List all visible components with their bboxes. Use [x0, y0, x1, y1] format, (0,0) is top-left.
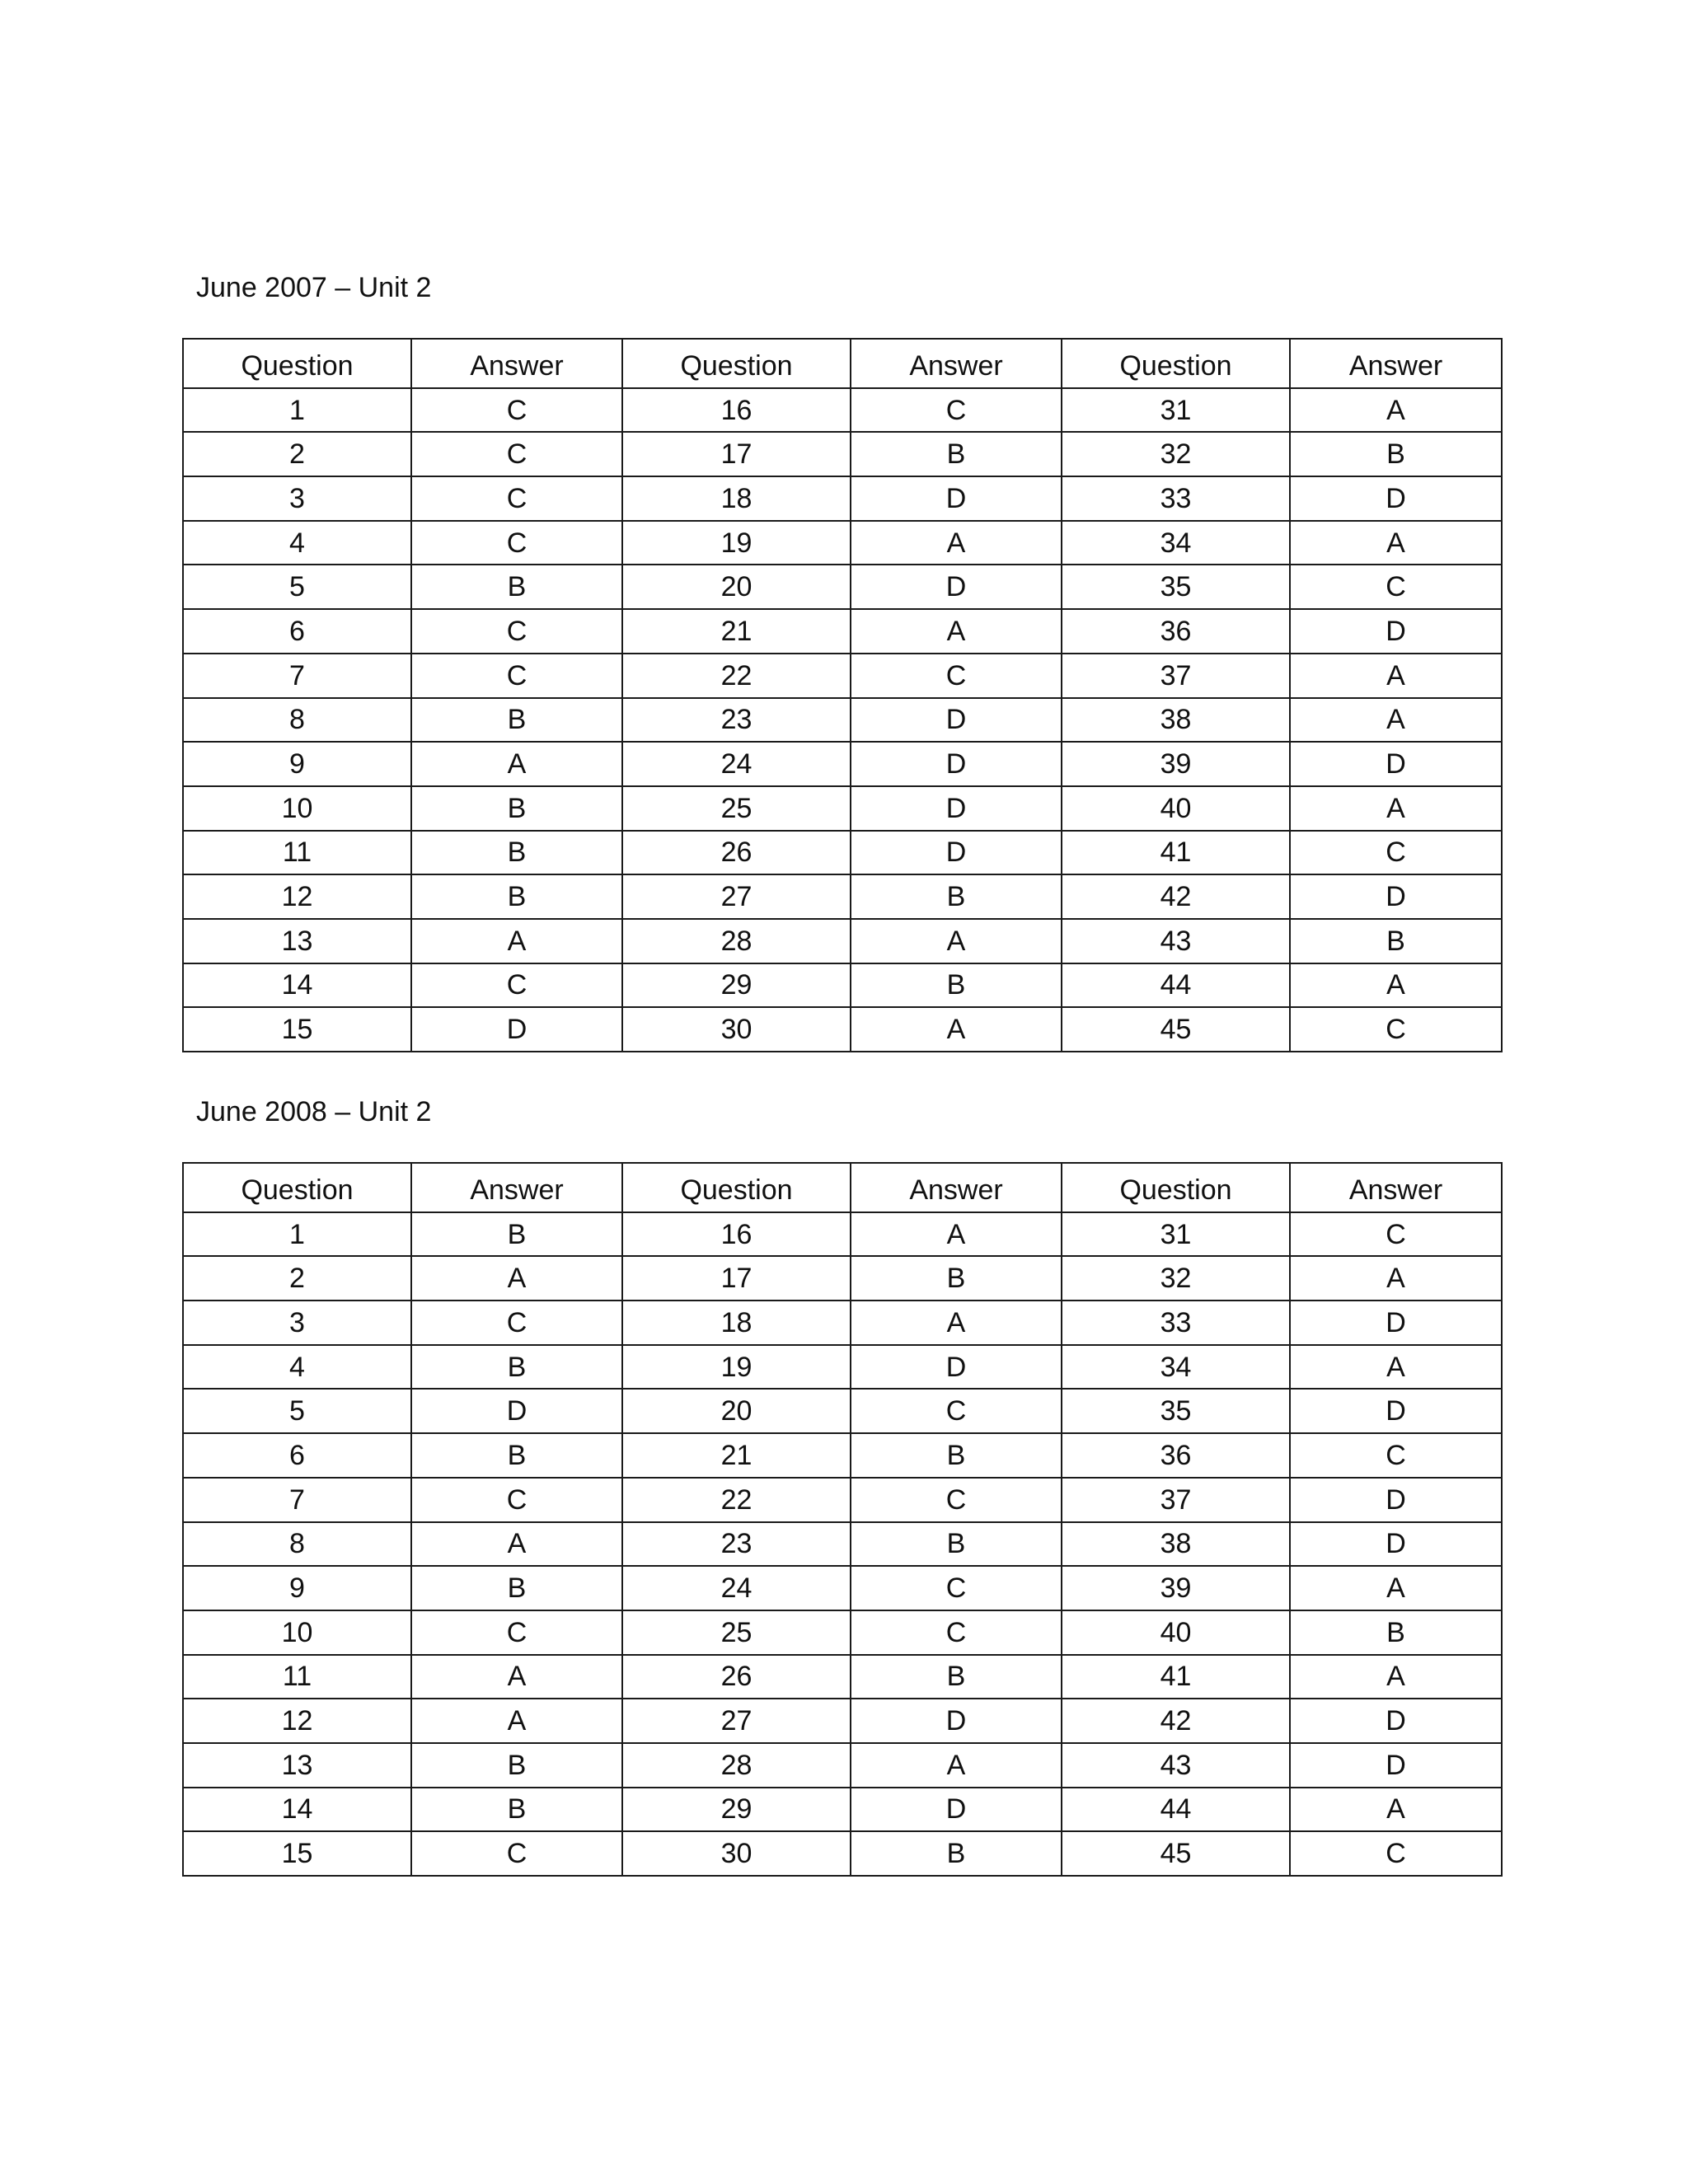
table-header-row	[183, 339, 1502, 388]
answer-cell: B	[851, 874, 1062, 919]
answer-cell: A	[851, 1301, 1062, 1345]
question-number-cell: 39	[1062, 742, 1290, 786]
question-number-cell: 12	[183, 874, 411, 919]
question-number-cell: 33	[1062, 1301, 1290, 1345]
question-number-cell: 16	[622, 388, 851, 433]
answer-cell: B	[411, 1566, 622, 1610]
answer-cell: D	[851, 1699, 1062, 1743]
table-row	[183, 1699, 1502, 1743]
question-number-cell: 6	[183, 1433, 411, 1478]
answer-cell: D	[1290, 1743, 1502, 1788]
question-number-cell: 11	[183, 1655, 411, 1699]
column-header-question: Question	[1062, 339, 1290, 388]
answer-cell: D	[1290, 742, 1502, 786]
question-number-cell: 4	[183, 1345, 411, 1390]
question-number-cell: 25	[622, 786, 851, 831]
question-number-cell: 23	[622, 1522, 851, 1567]
answer-cell: D	[1290, 1301, 1502, 1345]
section-title-june-2007: June 2007 – Unit 2	[196, 272, 432, 303]
table-row	[183, 565, 1502, 609]
answer-cell: C	[851, 1566, 1062, 1610]
question-number-cell: 16	[622, 1212, 851, 1257]
column-header-question: Question	[622, 339, 851, 388]
question-number-cell: 18	[622, 476, 851, 521]
table-row	[183, 742, 1502, 786]
answer-cell: C	[851, 388, 1062, 433]
question-number-cell: 30	[622, 1831, 851, 1876]
question-number-cell: 13	[183, 1743, 411, 1788]
answer-cell: C	[1290, 1831, 1502, 1876]
column-header-answer: Answer	[851, 339, 1062, 388]
table-row	[183, 1610, 1502, 1655]
question-number-cell: 10	[183, 786, 411, 831]
question-number-cell: 21	[622, 1433, 851, 1478]
question-number-cell: 17	[622, 432, 851, 476]
question-number-cell: 35	[1062, 565, 1290, 609]
question-number-cell: 29	[622, 963, 851, 1008]
question-number-cell: 24	[622, 742, 851, 786]
answer-cell: D	[1290, 1478, 1502, 1522]
question-number-cell: 9	[183, 742, 411, 786]
answer-cell: B	[411, 831, 622, 875]
question-number-cell: 37	[1062, 1478, 1290, 1522]
answer-cell: A	[1290, 786, 1502, 831]
question-number-cell: 45	[1062, 1831, 1290, 1876]
question-number-cell: 31	[1062, 1212, 1290, 1257]
column-header-answer: Answer	[1290, 339, 1502, 388]
question-number-cell: 22	[622, 1478, 851, 1522]
question-number-cell: 30	[622, 1007, 851, 1052]
answer-cell: A	[1290, 963, 1502, 1008]
answer-cell: A	[851, 1212, 1062, 1257]
answer-cell: A	[1290, 1788, 1502, 1832]
column-header-question: Question	[1062, 1163, 1290, 1212]
answer-cell: A	[1290, 1655, 1502, 1699]
question-number-cell: 29	[622, 1788, 851, 1832]
question-number-cell: 20	[622, 1389, 851, 1433]
question-number-cell: 9	[183, 1566, 411, 1610]
answer-cell: A	[411, 1699, 622, 1743]
table-row	[183, 521, 1502, 565]
answer-cell: A	[851, 1007, 1062, 1052]
answer-cell: B	[411, 1212, 622, 1257]
question-number-cell: 34	[1062, 1345, 1290, 1390]
answer-table-june-2008	[182, 1162, 1503, 1877]
table-row	[183, 919, 1502, 963]
answer-cell: B	[411, 1743, 622, 1788]
table-row	[183, 1655, 1502, 1699]
answer-cell: B	[851, 1831, 1062, 1876]
table-row	[183, 698, 1502, 743]
column-header-question: Question	[183, 339, 411, 388]
answer-cell: D	[1290, 1699, 1502, 1743]
question-number-cell: 17	[622, 1256, 851, 1301]
answer-cell: A	[1290, 521, 1502, 565]
table-row	[183, 654, 1502, 698]
question-number-cell: 38	[1062, 1522, 1290, 1567]
answer-cell: D	[1290, 874, 1502, 919]
question-number-cell: 3	[183, 476, 411, 521]
table-row	[183, 609, 1502, 654]
answer-cell: B	[851, 432, 1062, 476]
question-number-cell: 36	[1062, 609, 1290, 654]
answer-cell: B	[851, 1256, 1062, 1301]
question-number-cell: 41	[1062, 1655, 1290, 1699]
table-row	[183, 476, 1502, 521]
question-number-cell: 24	[622, 1566, 851, 1610]
table-row	[183, 1212, 1502, 1257]
answer-cell: B	[411, 565, 622, 609]
answer-cell: B	[1290, 432, 1502, 476]
answer-cell: A	[1290, 388, 1502, 433]
answer-cell: C	[411, 476, 622, 521]
table-row	[183, 388, 1502, 433]
answer-cell: D	[1290, 1389, 1502, 1433]
answer-cell: C	[851, 1389, 1062, 1433]
answer-cell: C	[411, 388, 622, 433]
answer-cell: D	[851, 1345, 1062, 1390]
question-number-cell: 42	[1062, 1699, 1290, 1743]
answer-cell: A	[851, 1743, 1062, 1788]
answer-cell: D	[851, 565, 1062, 609]
table-row	[183, 432, 1502, 476]
answer-cell: C	[1290, 565, 1502, 609]
answer-cell: A	[1290, 698, 1502, 743]
table-row	[183, 1301, 1502, 1345]
question-number-cell: 19	[622, 1345, 851, 1390]
question-number-cell: 34	[1062, 521, 1290, 565]
answer-cell: B	[411, 1345, 622, 1390]
question-number-cell: 36	[1062, 1433, 1290, 1478]
question-number-cell: 2	[183, 432, 411, 476]
question-number-cell: 42	[1062, 874, 1290, 919]
question-number-cell: 43	[1062, 919, 1290, 963]
answer-cell: A	[851, 919, 1062, 963]
answer-cell: A	[411, 1256, 622, 1301]
answer-cell: C	[411, 654, 622, 698]
answer-cell: B	[851, 963, 1062, 1008]
question-number-cell: 5	[183, 565, 411, 609]
table-header-row	[183, 1163, 1502, 1212]
question-number-cell: 3	[183, 1301, 411, 1345]
question-number-cell: 6	[183, 609, 411, 654]
column-header-answer: Answer	[1290, 1163, 1502, 1212]
column-header-answer: Answer	[411, 1163, 622, 1212]
table-row	[183, 1788, 1502, 1832]
question-number-cell: 2	[183, 1256, 411, 1301]
table-row	[183, 1831, 1502, 1876]
question-number-cell: 40	[1062, 786, 1290, 831]
answer-cell: B	[411, 1433, 622, 1478]
answer-cell: C	[1290, 831, 1502, 875]
question-number-cell: 14	[183, 963, 411, 1008]
question-number-cell: 7	[183, 1478, 411, 1522]
answer-cell: C	[411, 963, 622, 1008]
question-number-cell: 38	[1062, 698, 1290, 743]
question-number-cell: 14	[183, 1788, 411, 1832]
answer-cell: B	[411, 698, 622, 743]
question-number-cell: 33	[1062, 476, 1290, 521]
question-number-cell: 27	[622, 1699, 851, 1743]
question-number-cell: 32	[1062, 432, 1290, 476]
question-number-cell: 27	[622, 874, 851, 919]
answer-cell: A	[1290, 1256, 1502, 1301]
answer-cell: A	[851, 521, 1062, 565]
question-number-cell: 44	[1062, 1788, 1290, 1832]
question-number-cell: 41	[1062, 831, 1290, 875]
question-number-cell: 31	[1062, 388, 1290, 433]
answer-cell: C	[411, 1831, 622, 1876]
question-number-cell: 28	[622, 919, 851, 963]
answer-cell: C	[411, 1478, 622, 1522]
answer-cell: D	[411, 1007, 622, 1052]
answer-cell: B	[851, 1522, 1062, 1567]
column-header-answer: Answer	[851, 1163, 1062, 1212]
answer-cell: D	[851, 786, 1062, 831]
answer-cell: D	[851, 742, 1062, 786]
question-number-cell: 20	[622, 565, 851, 609]
answer-cell: D	[851, 1788, 1062, 1832]
answer-cell: C	[1290, 1433, 1502, 1478]
question-number-cell: 22	[622, 654, 851, 698]
answer-cell: B	[411, 786, 622, 831]
question-number-cell: 45	[1062, 1007, 1290, 1052]
question-number-cell: 15	[183, 1007, 411, 1052]
question-number-cell: 43	[1062, 1743, 1290, 1788]
answer-cell: C	[1290, 1212, 1502, 1257]
answer-cell: A	[1290, 1345, 1502, 1390]
question-number-cell: 4	[183, 521, 411, 565]
question-number-cell: 8	[183, 698, 411, 743]
table-row	[183, 1389, 1502, 1433]
question-number-cell: 11	[183, 831, 411, 875]
table-row	[183, 874, 1502, 919]
answer-cell: C	[1290, 1007, 1502, 1052]
answer-cell: C	[851, 1478, 1062, 1522]
answer-cell: A	[411, 742, 622, 786]
question-number-cell: 23	[622, 698, 851, 743]
answer-cell: B	[411, 1788, 622, 1832]
question-number-cell: 25	[622, 1610, 851, 1655]
column-header-answer: Answer	[411, 339, 622, 388]
answer-cell: C	[411, 609, 622, 654]
question-number-cell: 39	[1062, 1566, 1290, 1610]
answer-cell: D	[1290, 609, 1502, 654]
question-number-cell: 15	[183, 1831, 411, 1876]
answer-cell: C	[851, 654, 1062, 698]
answer-cell: C	[411, 1301, 622, 1345]
answer-cell: C	[411, 1610, 622, 1655]
question-number-cell: 26	[622, 1655, 851, 1699]
answer-cell: B	[1290, 1610, 1502, 1655]
table-row	[183, 963, 1502, 1008]
answer-cell: A	[851, 609, 1062, 654]
answer-cell: D	[851, 476, 1062, 521]
question-number-cell: 5	[183, 1389, 411, 1433]
answer-cell: D	[851, 831, 1062, 875]
answer-cell: A	[411, 1522, 622, 1567]
table-row	[183, 831, 1502, 875]
section-title-june-2008: June 2008 – Unit 2	[196, 1096, 432, 1127]
answer-cell: D	[851, 698, 1062, 743]
question-number-cell: 19	[622, 521, 851, 565]
answer-cell: D	[1290, 1522, 1502, 1567]
question-number-cell: 35	[1062, 1389, 1290, 1433]
question-number-cell: 7	[183, 654, 411, 698]
table-row	[183, 786, 1502, 831]
answer-cell: C	[411, 521, 622, 565]
answer-cell: B	[411, 874, 622, 919]
question-number-cell: 1	[183, 1212, 411, 1257]
answer-cell: D	[411, 1389, 622, 1433]
table-row	[183, 1256, 1502, 1301]
question-number-cell: 26	[622, 831, 851, 875]
answer-cell: A	[411, 919, 622, 963]
question-number-cell: 10	[183, 1610, 411, 1655]
question-number-cell: 40	[1062, 1610, 1290, 1655]
question-number-cell: 21	[622, 609, 851, 654]
question-number-cell: 1	[183, 388, 411, 433]
table-row	[183, 1007, 1502, 1052]
answer-cell: A	[1290, 654, 1502, 698]
answer-cell: A	[411, 1655, 622, 1699]
question-number-cell: 12	[183, 1699, 411, 1743]
question-number-cell: 18	[622, 1301, 851, 1345]
question-number-cell: 44	[1062, 963, 1290, 1008]
table-row	[183, 1566, 1502, 1610]
answer-table-june-2007	[182, 338, 1503, 1052]
column-header-question: Question	[622, 1163, 851, 1212]
question-number-cell: 37	[1062, 654, 1290, 698]
question-number-cell: 28	[622, 1743, 851, 1788]
answer-cell: C	[411, 432, 622, 476]
answer-cell: C	[851, 1610, 1062, 1655]
table-row	[183, 1478, 1502, 1522]
answer-cell: B	[851, 1655, 1062, 1699]
question-number-cell: 13	[183, 919, 411, 963]
answer-cell: B	[851, 1433, 1062, 1478]
answer-cell: B	[1290, 919, 1502, 963]
table-row	[183, 1433, 1502, 1478]
answer-cell: A	[1290, 1566, 1502, 1610]
answer-cell: D	[1290, 476, 1502, 521]
table-row	[183, 1743, 1502, 1788]
question-number-cell: 32	[1062, 1256, 1290, 1301]
table-row	[183, 1522, 1502, 1567]
column-header-question: Question	[183, 1163, 411, 1212]
question-number-cell: 8	[183, 1522, 411, 1567]
table-row	[183, 1345, 1502, 1390]
